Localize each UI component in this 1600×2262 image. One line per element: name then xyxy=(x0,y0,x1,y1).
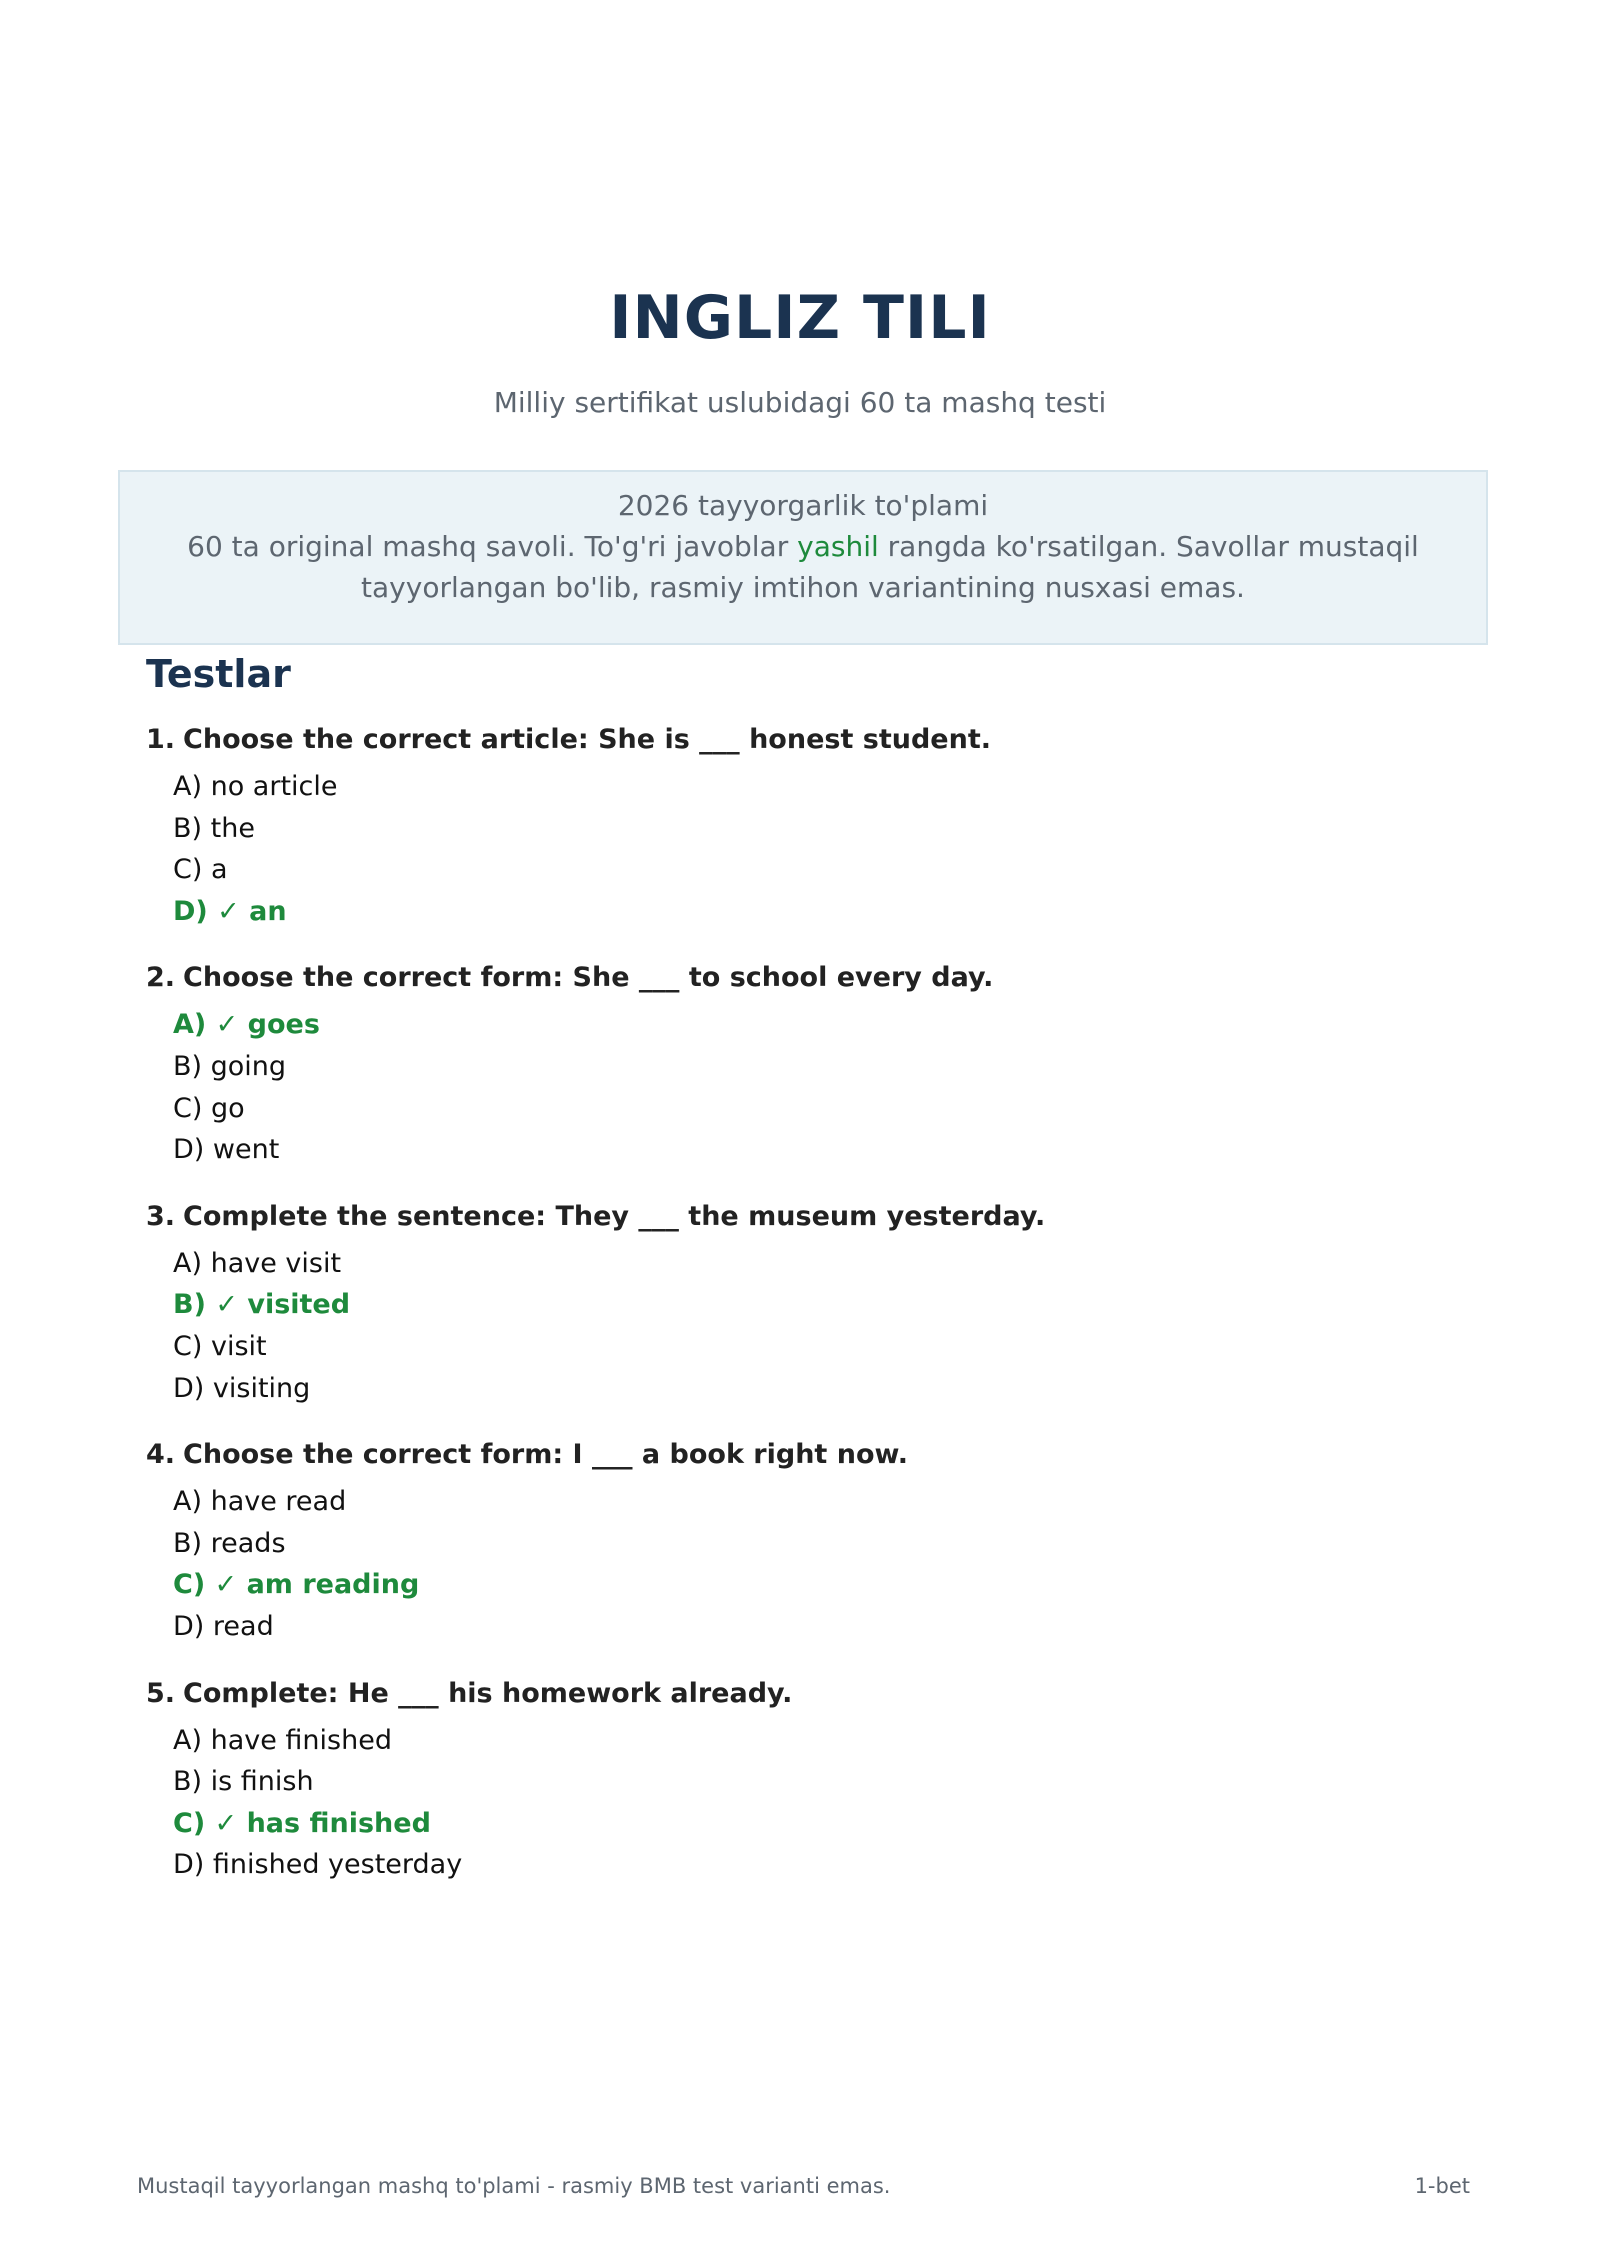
answer-option-correct: B) ✓ visited xyxy=(173,1289,351,1321)
info-box xyxy=(118,470,1488,645)
answer-option-correct: A) ✓ goes xyxy=(173,1009,320,1041)
answer-option: D) finished yesterday xyxy=(173,1849,463,1881)
question-text xyxy=(146,1433,1446,1477)
question-prompt: Complete: He ___ his homework already. xyxy=(183,1677,793,1709)
question-prompt: Choose the correct form: I ___ a book right now. xyxy=(183,1439,908,1471)
page-subtitle: Milliy sertifikat uslubidagi 60 ta mashq testi xyxy=(493,386,1107,419)
question-text xyxy=(146,1672,1446,1716)
question-list xyxy=(146,718,1446,1910)
question-number: 2. xyxy=(146,962,176,994)
answer-option: C) go xyxy=(173,1092,245,1124)
question-5 xyxy=(146,1672,1446,1886)
answer-option: A) have finished xyxy=(173,1724,392,1756)
answer-option: C) visit xyxy=(173,1330,267,1362)
answer-option: B) going xyxy=(173,1050,287,1082)
answer-option-correct: C) ✓ has finished xyxy=(173,1807,431,1839)
question-3 xyxy=(146,1195,1446,1409)
question-prompt: Choose the correct article: She is ___ honest student. xyxy=(183,724,991,755)
info-line-2 xyxy=(120,526,1486,567)
answer-option: B) the xyxy=(173,812,255,844)
question-number: 4. xyxy=(146,1439,176,1471)
question-text xyxy=(146,1195,1446,1239)
question-text xyxy=(146,718,1446,762)
answer-option: D) read xyxy=(173,1610,274,1642)
question-1 xyxy=(146,718,1446,932)
info-highlight-word: yashil xyxy=(797,530,879,563)
answer-option: A) have visit xyxy=(173,1247,342,1279)
info-line-2-start: 60 ta original mashq savoli. To'g'ri javoblar xyxy=(187,530,798,563)
question-text xyxy=(146,956,1446,1000)
page-title: INGLIZ TILI xyxy=(609,283,991,353)
answer-option: B) is finish xyxy=(173,1766,314,1798)
answer-option: D) went xyxy=(173,1134,280,1166)
answer-option: A) no article xyxy=(173,771,338,802)
answer-option-correct: D) ✓ an xyxy=(173,895,287,927)
question-number: 1. xyxy=(146,724,176,755)
question-number: 3. xyxy=(146,1200,176,1232)
answer-option-correct: C) ✓ am reading xyxy=(173,1569,420,1601)
page-number: 1-bet xyxy=(1414,2174,1470,2198)
question-prompt: Complete the sentence: They ___ the museum yesterday. xyxy=(183,1200,1046,1232)
question-2 xyxy=(146,956,1446,1170)
info-line-3: tayyorlangan bo'lib, rasmiy imtihon variantining nusxasi emas. xyxy=(361,571,1245,604)
answer-option: C) a xyxy=(173,854,228,886)
info-line-2-end: rangda ko'rsatilgan. Savollar mustaqil xyxy=(878,530,1419,563)
section-title: Testlar xyxy=(146,652,291,696)
answer-option: A) have read xyxy=(173,1486,347,1518)
question-prompt: Choose the correct form: She ___ to school every day. xyxy=(183,962,994,994)
footer-note: Mustaqil tayyorlangan mashq to'plami - rasmiy BMB test varianti emas. xyxy=(137,2174,891,2198)
question-4 xyxy=(146,1433,1446,1647)
answer-option: D) visiting xyxy=(173,1372,311,1404)
info-line-1: 2026 tayyorgarlik to'plami xyxy=(617,489,989,522)
question-number: 5. xyxy=(146,1677,176,1709)
answer-option: B) reads xyxy=(173,1527,286,1559)
